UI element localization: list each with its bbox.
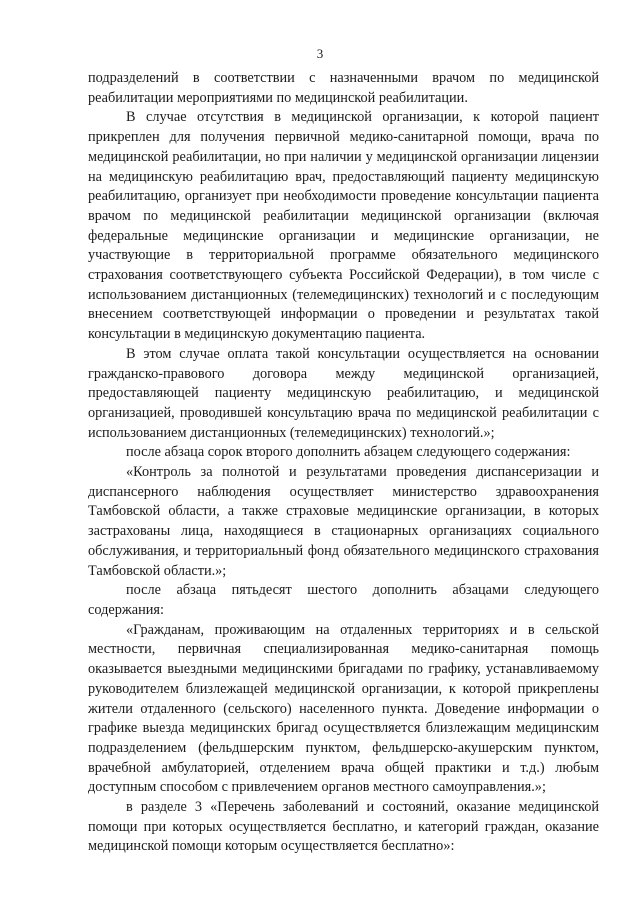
paragraph-consultation-payment: В этом случае оплата такой консультации осуществляется на основании гражданско-правового договора между медицинской организацией, предоставляющей пациенту медицинскую реабилитацию, и медицинской организацией, проводившей консультацию врача по медицинской реабилитации с использованием дистанционных (телемедицинских) технологий.»; xyxy=(88,345,599,441)
paragraph-dispensary-control: «Контроль за полнотой и результатами проведения диспансеризации и диспансерного наблюдения осуществляет министерство здравоохранения Тамбовской области, а также страховые медицинские организации, в которых застрахованы лица, находящиеся в стационарных организациях социального обслуживания, и территориальный фонд обязательного медицинского страхования Тамбовской области.»; xyxy=(88,464,599,579)
paragraph-amendment-instruction: после абзаца пятьдесят шестого дополнить абзацами следующего содержания: xyxy=(88,582,599,618)
document-body xyxy=(88,69,599,857)
paragraph-amendment-instruction: после абзаца сорок второго дополнить абзацем следующего содержания: xyxy=(126,444,571,461)
paragraph-rural-care: «Гражданам, проживающим на отдаленных территориях и в сельской местности, первичная специализированная медико-санитарная помощь оказывается выездными медицинскими бригадами по графику, устанавливаемому руководителем близлежащей медицинской организации, к которой прикреплены жители отдаленного (сельского) населенного пункта. Доведение информации о графике выезда медицинских бригад осуществляется близлежащим медицинским подразделением (фельдшерским пунктом, фельдшерско-акушерским пунктом, врачебной амбулаторией, отделением врача общей практики и т.д.) любым доступным способом с привлечением органов местного самоуправления.»; xyxy=(88,621,599,796)
page-number: 3 xyxy=(316,46,324,61)
paragraph-rehab-consultation: В случае отсутствия в медицинской организации, к которой пациент прикреплен для получения первичной медико-санитарной помощи, врача по медицинской реабилитации, но при наличии у медицинской организации лицензии на медицинскую реабилитацию врач, предоставляющий пациенту медицинскую реабилитацию, организует при необходимости проведение консультации пациента врачом по медицинской реабилитации медицинской организации (включая федеральные медицинские организации и медицинские организации, не участвующие в территориальной программе обязательного медицинского страхования соответствующего субъекта Российской Федерации), в том числе с использованием дистанционных (телемедицинских) технологий и с последующим внесением соответствующей информации о проведении и результатах такой консультации в медицинскую документацию пациента. xyxy=(88,109,599,343)
paragraph-section-3-intro: в разделе 3 «Перечень заболеваний и состояний, оказание медицинской помощи при которых осуществляется бесплатно, и категорий граждан, оказание медицинской помощи которым осуществляется бесплатно»: xyxy=(88,799,599,855)
paragraph-continuation: подразделений в соответствии с назначенными врачом по медицинской реабилитации мероприятиями по медицинской реабилитации. xyxy=(88,70,599,106)
